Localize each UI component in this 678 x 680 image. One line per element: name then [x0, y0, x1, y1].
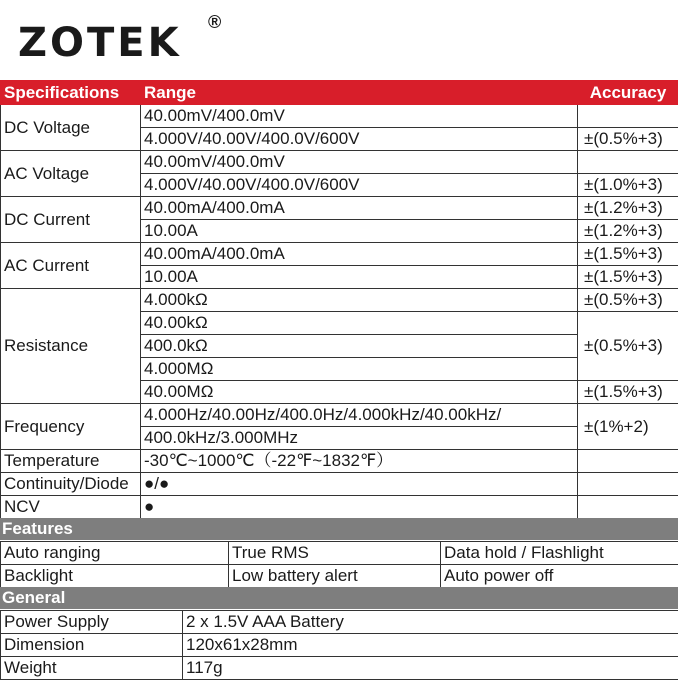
range-cell: 4.000V/40.00V/400.0V/600V: [141, 174, 578, 197]
table-row: [1, 496, 678, 519]
accuracy-cell: ±(1.0%+3): [578, 174, 678, 197]
brand-name: ZOTEK: [18, 20, 182, 66]
table-row: [1, 657, 678, 680]
header-accuracy: Accuracy: [578, 81, 678, 105]
dc-current-label: DC Current: [1, 197, 141, 243]
general-label: Power Supply: [1, 611, 183, 634]
accuracy-cell: ±(0.5%+3): [578, 312, 678, 381]
range-cell: 4.000kΩ: [141, 289, 578, 312]
feature-cell: Auto ranging: [1, 542, 229, 565]
continuity-label: Continuity/Diode: [1, 473, 141, 496]
specifications-table: [0, 80, 678, 519]
accuracy-cell: ±(1.2%+3): [578, 220, 678, 243]
resistance-label: Resistance: [1, 289, 141, 404]
accuracy-cell: [578, 473, 678, 496]
accuracy-cell: ±(1.5%+3): [578, 381, 678, 404]
range-cell: 40.00mA/400.0mA: [141, 243, 578, 266]
spec-header-row: [1, 81, 678, 105]
features-table: [0, 541, 678, 588]
dc-voltage-label: DC Voltage: [1, 105, 141, 151]
accuracy-cell: ±(1.5%+3): [578, 243, 678, 266]
range-cell: ●: [141, 496, 578, 519]
feature-cell: Low battery alert: [229, 565, 441, 588]
accuracy-cell: [578, 151, 678, 174]
range-cell: ●/●: [141, 473, 578, 496]
range-cell: 10.00A: [141, 220, 578, 243]
general-label: Dimension: [1, 634, 183, 657]
feature-cell: True RMS: [229, 542, 441, 565]
range-cell: 40.00mV/400.0mV: [141, 105, 578, 128]
accuracy-cell: ±(0.5%+3): [578, 289, 678, 312]
registered-mark: ®: [208, 12, 221, 33]
accuracy-cell: ±(1.2%+3): [578, 197, 678, 220]
general-table: [0, 610, 678, 680]
table-row: [1, 634, 678, 657]
table-row: [1, 611, 678, 634]
range-cell: 400.0kΩ: [141, 335, 578, 358]
accuracy-cell: [578, 496, 678, 519]
range-cell: 10.00A: [141, 266, 578, 289]
table-row: [1, 105, 678, 128]
feature-cell: Auto power off: [441, 565, 678, 588]
feature-cell: Data hold / Flashlight: [441, 542, 678, 565]
header-range: Range: [141, 81, 578, 105]
range-cell: 4.000Hz/40.00Hz/400.0Hz/4.000kHz/40.00kHz/: [141, 404, 578, 427]
range-cell: 400.0kHz/3.000MHz: [141, 427, 578, 450]
table-row: [1, 542, 678, 565]
range-cell: 4.000MΩ: [141, 358, 578, 381]
ac-voltage-label: AC Voltage: [1, 151, 141, 197]
general-value: 120x61x28mm: [183, 634, 678, 657]
accuracy-cell: ±(1.5%+3): [578, 266, 678, 289]
range-cell: 40.00kΩ: [141, 312, 578, 335]
range-cell: 40.00mV/400.0mV: [141, 151, 578, 174]
table-row: [1, 404, 678, 427]
accuracy-cell: ±(1%+2): [578, 404, 678, 450]
table-row: [1, 243, 678, 266]
accuracy-cell: [578, 105, 678, 128]
ac-current-label: AC Current: [1, 243, 141, 289]
brand-logo: [18, 18, 182, 68]
range-cell: -30℃~1000℃（-22℉~1832℉）: [141, 450, 578, 473]
features-band: Features: [0, 518, 678, 540]
header-specifications: Specifications: [1, 81, 141, 105]
general-value: 117g: [183, 657, 678, 680]
accuracy-cell: ±(0.5%+3): [578, 128, 678, 151]
range-cell: 4.000V/40.00V/400.0V/600V: [141, 128, 578, 151]
frequency-label: Frequency: [1, 404, 141, 450]
table-row: [1, 450, 678, 473]
general-value: 2 x 1.5V AAA Battery: [183, 611, 678, 634]
table-row: [1, 565, 678, 588]
accuracy-cell: [578, 450, 678, 473]
table-row: [1, 151, 678, 174]
range-cell: 40.00mA/400.0mA: [141, 197, 578, 220]
ncv-label: NCV: [1, 496, 141, 519]
table-row: [1, 197, 678, 220]
range-cell: 40.00MΩ: [141, 381, 578, 404]
table-row: [1, 289, 678, 312]
feature-cell: Backlight: [1, 565, 229, 588]
table-row: [1, 473, 678, 496]
general-label: Weight: [1, 657, 183, 680]
general-band: General: [0, 587, 678, 609]
temperature-label: Temperature: [1, 450, 141, 473]
